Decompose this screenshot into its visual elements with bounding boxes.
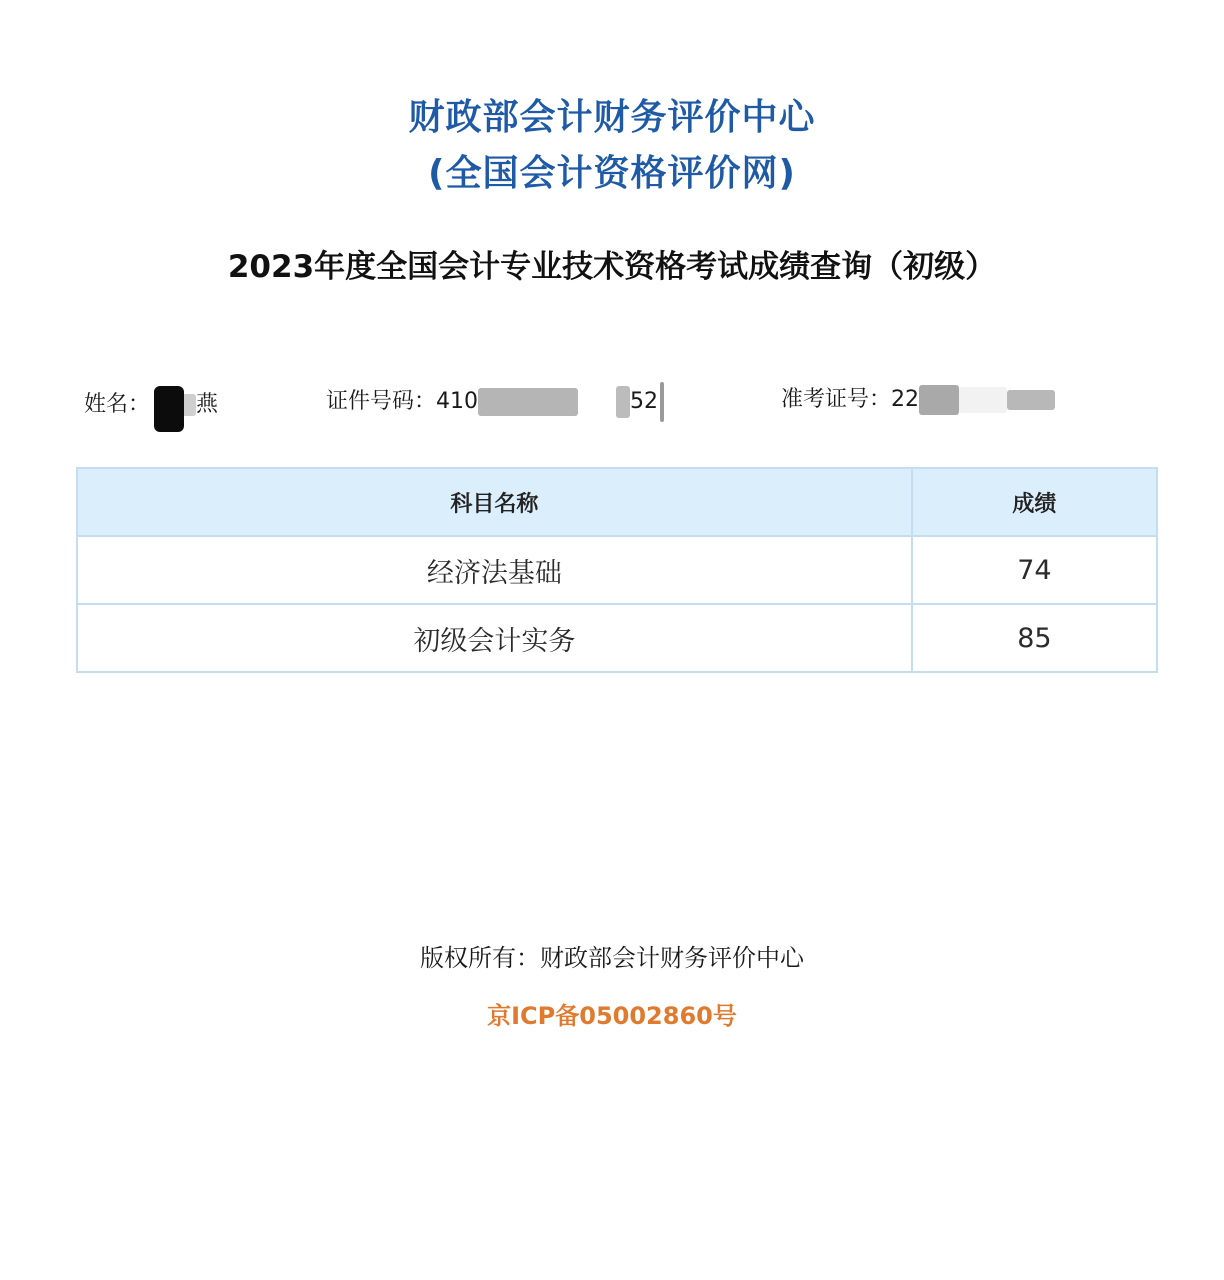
redaction-mark <box>578 396 616 408</box>
table-row <box>77 604 1157 672</box>
id-label: 证件号码： <box>326 389 437 414</box>
exam-title: 2023年度全国会计专业技术资格考试成绩查询（初级） <box>227 249 997 285</box>
org-title-line2: (全国会计资格评价网) <box>428 153 796 194</box>
candidate-info-row <box>0 382 1224 422</box>
score-cell: 85 <box>912 604 1157 672</box>
candidate-ticket-number <box>781 382 1055 418</box>
redaction-mark <box>478 388 578 416</box>
table-header-row <box>77 468 1157 536</box>
header-subject: 科目名称 <box>77 468 912 536</box>
icp-link[interactable]: 京ICP备05002860号 <box>487 1002 737 1030</box>
score-cell: 74 <box>912 536 1157 604</box>
redaction-mark <box>959 387 1007 413</box>
candidate-name <box>84 382 218 428</box>
copyright-text: 版权所有：财政部会计财务评价中心 <box>420 944 804 972</box>
ticket-label: 准考证号： <box>781 387 892 412</box>
name-label: 姓名： <box>84 392 151 417</box>
id-prefix: 410 <box>436 389 479 414</box>
table-row <box>77 536 1157 604</box>
subject-cell: 经济法基础 <box>77 536 912 604</box>
score-table <box>76 467 1158 673</box>
name-visible: 燕 <box>196 392 219 417</box>
header-score: 成绩 <box>912 468 1157 536</box>
redaction-mark <box>616 386 630 418</box>
redaction-mark <box>154 386 184 432</box>
redaction-mark <box>660 382 664 422</box>
candidate-id-number <box>326 382 664 422</box>
org-title-line1: 财政部会计财务评价中心 <box>408 97 816 138</box>
redaction-mark <box>1007 390 1055 410</box>
id-suffix: 52 <box>630 389 659 414</box>
redaction-mark <box>919 385 959 415</box>
subject-cell: 初级会计实务 <box>77 604 912 672</box>
ticket-prefix: 22 <box>891 387 920 412</box>
